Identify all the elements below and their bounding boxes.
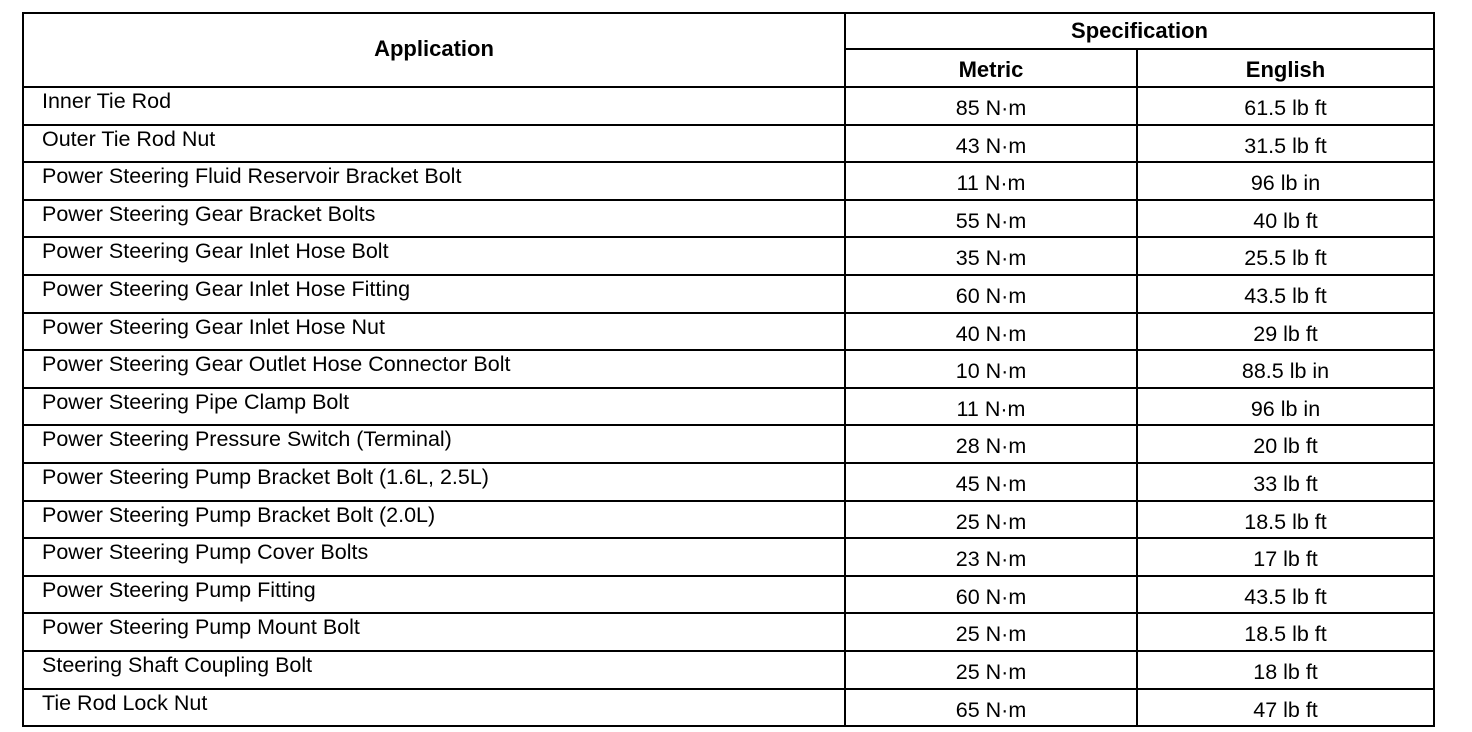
application-cell: Power Steering Gear Bracket Bolts bbox=[23, 200, 845, 238]
english-cell: 88.5 lb in bbox=[1137, 350, 1434, 388]
metric-cell: 85 N·m bbox=[845, 87, 1137, 125]
table-row bbox=[23, 275, 1434, 313]
metric-cell: 28 N·m bbox=[845, 425, 1137, 463]
metric-cell: 11 N·m bbox=[845, 388, 1137, 426]
header-application: Application bbox=[23, 13, 845, 87]
table-body bbox=[23, 87, 1434, 726]
english-cell: 17 lb ft bbox=[1137, 538, 1434, 576]
table-row bbox=[23, 350, 1434, 388]
application-cell: Tie Rod Lock Nut bbox=[23, 689, 845, 727]
english-cell: 96 lb in bbox=[1137, 162, 1434, 200]
application-cell: Power Steering Gear Inlet Hose Fitting bbox=[23, 275, 845, 313]
english-cell: 47 lb ft bbox=[1137, 689, 1434, 727]
application-cell: Power Steering Gear Outlet Hose Connector Bolt bbox=[23, 350, 845, 388]
table-row bbox=[23, 651, 1434, 689]
table-row bbox=[23, 613, 1434, 651]
table-row bbox=[23, 162, 1434, 200]
application-cell: Steering Shaft Coupling Bolt bbox=[23, 651, 845, 689]
table-row bbox=[23, 538, 1434, 576]
application-cell: Power Steering Pump Bracket Bolt (2.0L) bbox=[23, 501, 845, 539]
application-cell: Inner Tie Rod bbox=[23, 87, 845, 125]
english-cell: 43.5 lb ft bbox=[1137, 576, 1434, 614]
table-row bbox=[23, 313, 1434, 351]
metric-cell: 60 N·m bbox=[845, 576, 1137, 614]
application-cell: Power Steering Pump Cover Bolts bbox=[23, 538, 845, 576]
metric-cell: 65 N·m bbox=[845, 689, 1137, 727]
english-cell: 33 lb ft bbox=[1137, 463, 1434, 501]
application-cell: Power Steering Fluid Reservoir Bracket Bolt bbox=[23, 162, 845, 200]
table-row bbox=[23, 501, 1434, 539]
metric-cell: 23 N·m bbox=[845, 538, 1137, 576]
table-header bbox=[23, 13, 1434, 87]
table-row bbox=[23, 463, 1434, 501]
english-cell: 18.5 lb ft bbox=[1137, 501, 1434, 539]
application-cell: Outer Tie Rod Nut bbox=[23, 125, 845, 163]
metric-cell: 25 N·m bbox=[845, 613, 1137, 651]
application-cell: Power Steering Gear Inlet Hose Nut bbox=[23, 313, 845, 351]
english-cell: 18 lb ft bbox=[1137, 651, 1434, 689]
metric-cell: 60 N·m bbox=[845, 275, 1137, 313]
english-cell: 29 lb ft bbox=[1137, 313, 1434, 351]
english-cell: 20 lb ft bbox=[1137, 425, 1434, 463]
application-cell: Power Steering Pump Mount Bolt bbox=[23, 613, 845, 651]
metric-cell: 25 N·m bbox=[845, 651, 1137, 689]
table-row bbox=[23, 425, 1434, 463]
table-row bbox=[23, 200, 1434, 238]
table-row bbox=[23, 237, 1434, 275]
header-english: English bbox=[1137, 49, 1434, 87]
application-cell: Power Steering Pump Fitting bbox=[23, 576, 845, 614]
header-metric: Metric bbox=[845, 49, 1137, 87]
application-cell: Power Steering Gear Inlet Hose Bolt bbox=[23, 237, 845, 275]
application-cell: Power Steering Pressure Switch (Terminal) bbox=[23, 425, 845, 463]
application-cell: Power Steering Pump Bracket Bolt (1.6L, 2.5L) bbox=[23, 463, 845, 501]
table-row bbox=[23, 87, 1434, 125]
application-cell: Power Steering Pipe Clamp Bolt bbox=[23, 388, 845, 426]
table-row bbox=[23, 125, 1434, 163]
torque-spec-table bbox=[22, 12, 1435, 727]
metric-cell: 40 N·m bbox=[845, 313, 1137, 351]
table-row bbox=[23, 576, 1434, 614]
metric-cell: 43 N·m bbox=[845, 125, 1137, 163]
english-cell: 18.5 lb ft bbox=[1137, 613, 1434, 651]
metric-cell: 25 N·m bbox=[845, 501, 1137, 539]
english-cell: 61.5 lb ft bbox=[1137, 87, 1434, 125]
table-row bbox=[23, 388, 1434, 426]
english-cell: 43.5 lb ft bbox=[1137, 275, 1434, 313]
english-cell: 40 lb ft bbox=[1137, 200, 1434, 238]
english-cell: 25.5 lb ft bbox=[1137, 237, 1434, 275]
english-cell: 31.5 lb ft bbox=[1137, 125, 1434, 163]
metric-cell: 10 N·m bbox=[845, 350, 1137, 388]
metric-cell: 55 N·m bbox=[845, 200, 1137, 238]
metric-cell: 45 N·m bbox=[845, 463, 1137, 501]
metric-cell: 35 N·m bbox=[845, 237, 1137, 275]
english-cell: 96 lb in bbox=[1137, 388, 1434, 426]
metric-cell: 11 N·m bbox=[845, 162, 1137, 200]
table-row bbox=[23, 689, 1434, 727]
header-specification: Specification bbox=[845, 13, 1434, 49]
